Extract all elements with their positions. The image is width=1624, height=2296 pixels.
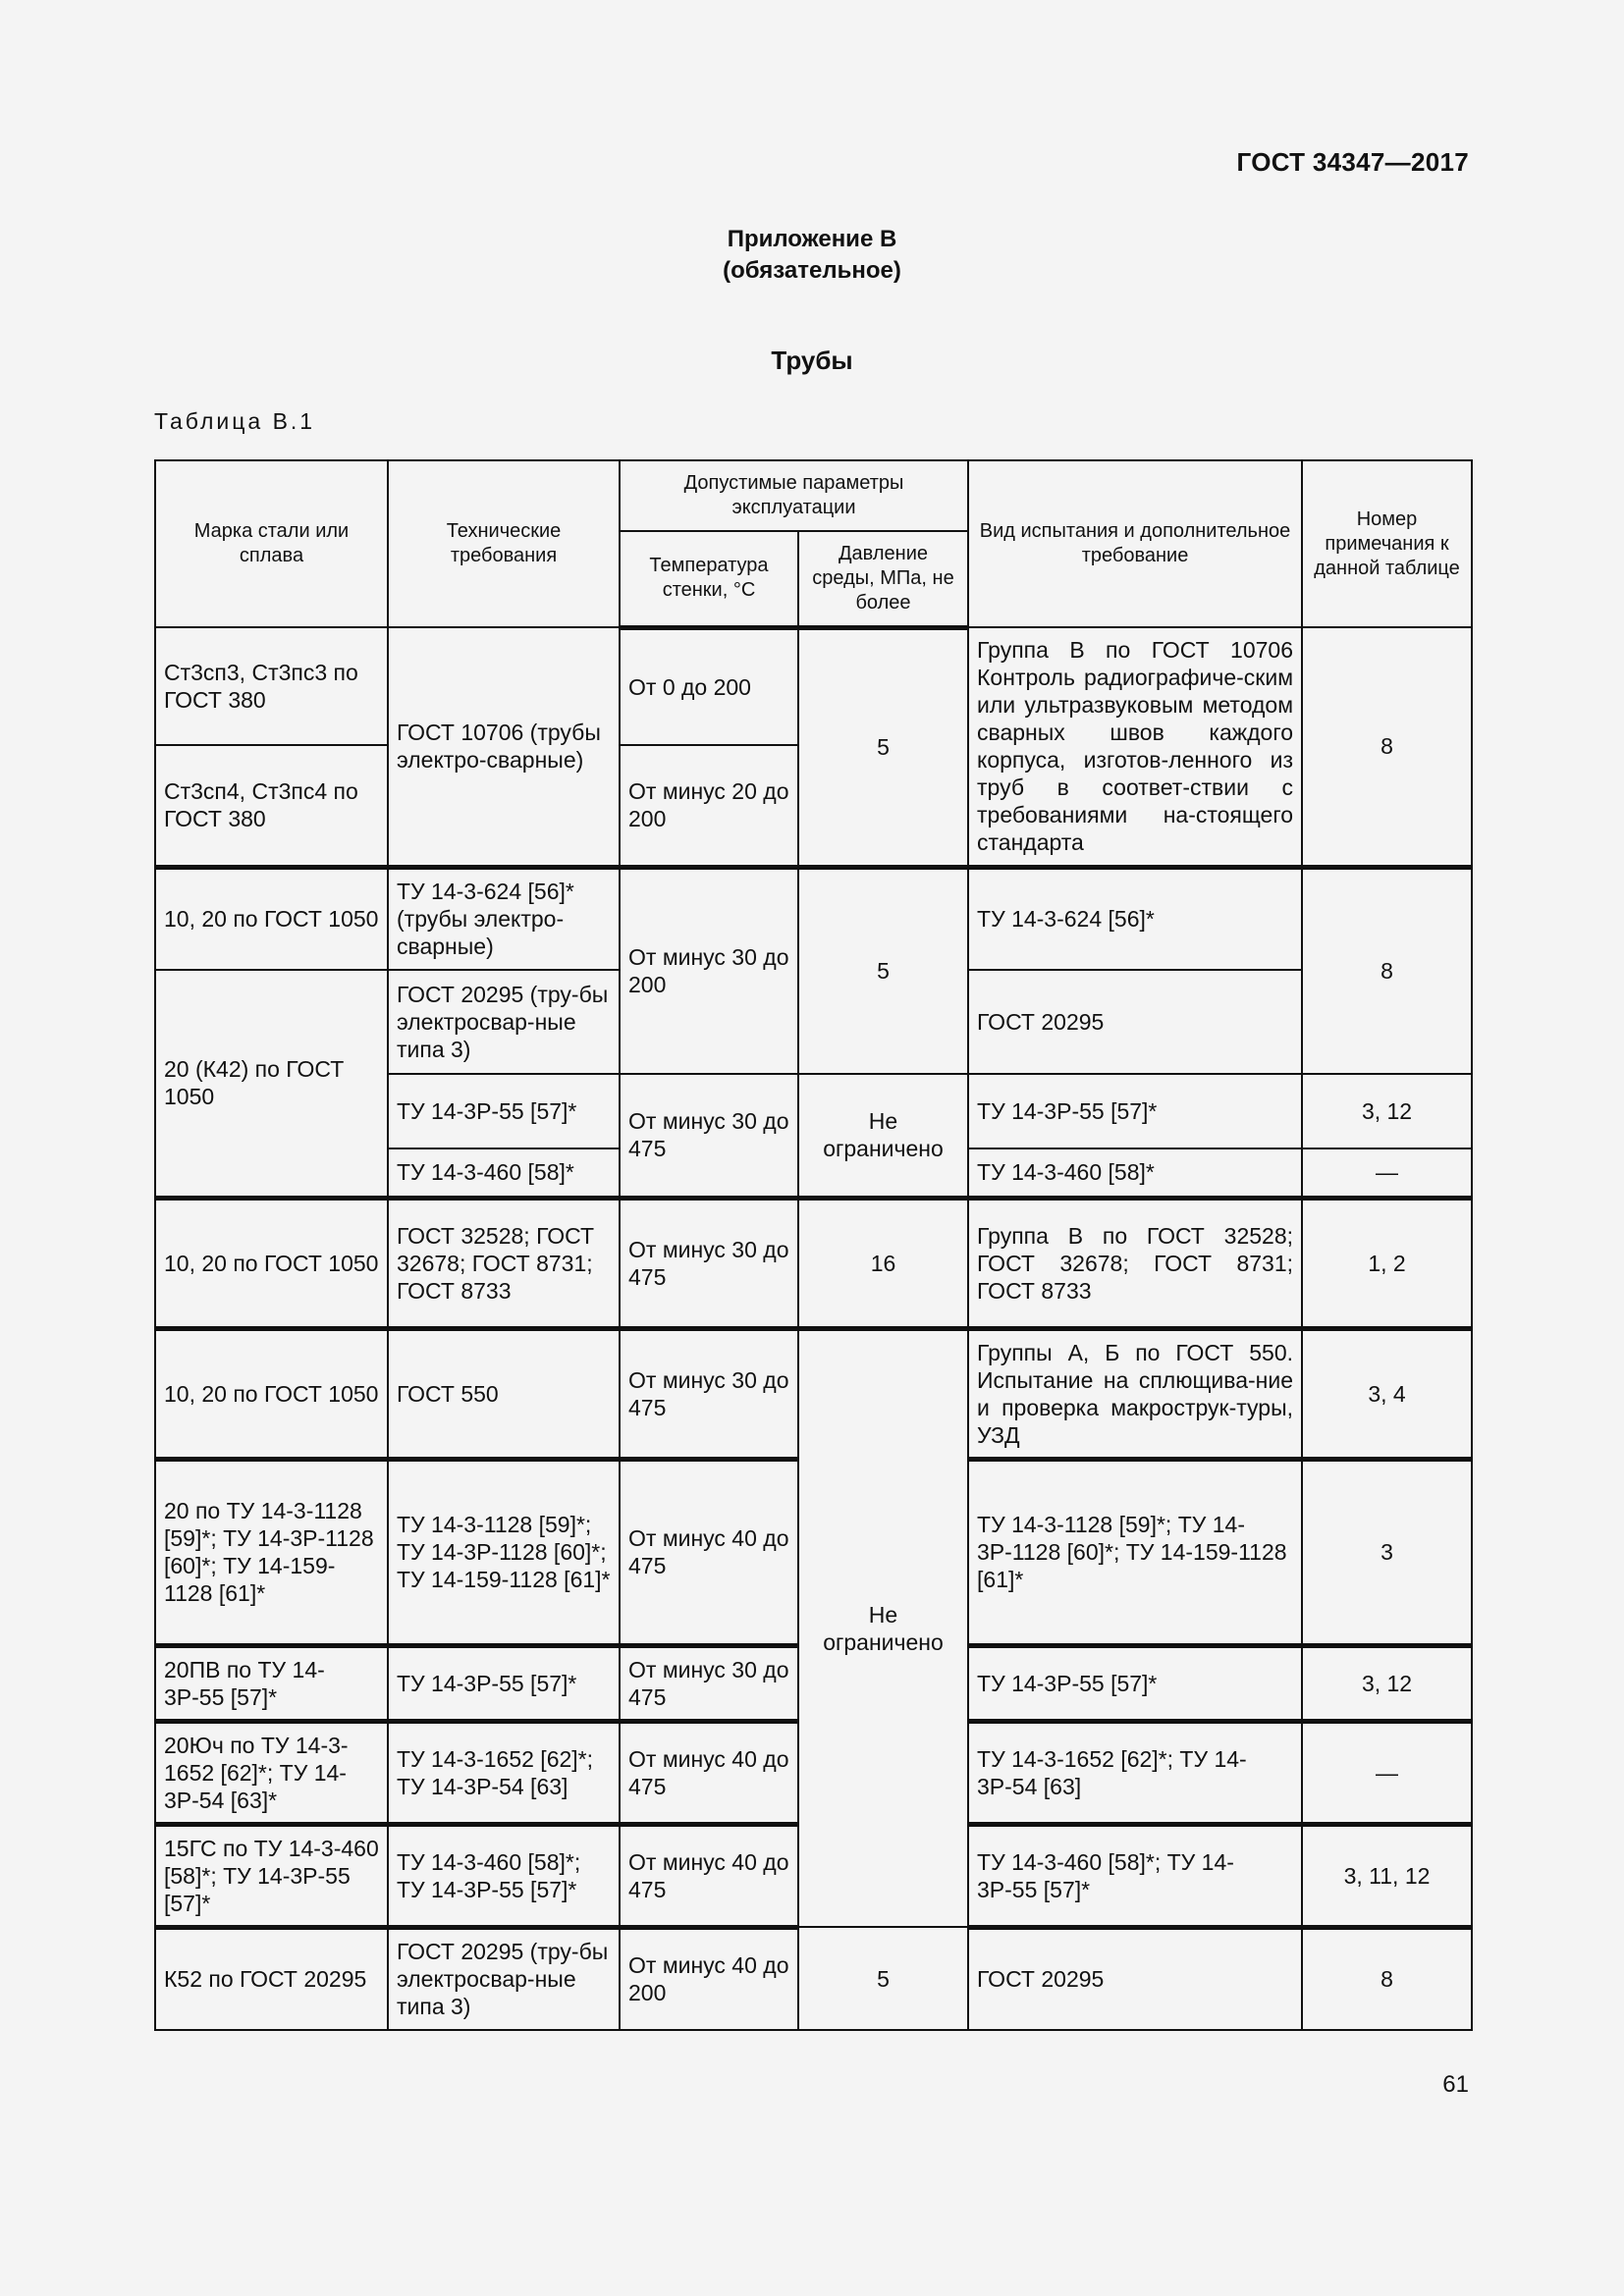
table-caption: Таблица В.1 [154, 408, 316, 434]
cell-tech: ТУ 14-3-460 [58]*; ТУ 14-3Р-55 [57]* [388, 1824, 620, 1927]
page-number: 61 [1442, 2071, 1469, 2098]
cell-temperature: От минус 30 до 200 [620, 867, 798, 1074]
table-row [155, 1927, 1472, 2030]
cell-pressure: 5 [798, 627, 968, 867]
cell-test: ТУ 14-3-624 [56]* [968, 867, 1302, 970]
cell-tech: ТУ 14-3-460 [58]* [388, 1148, 620, 1198]
section-title: Трубы [771, 346, 853, 375]
header-tech-requirements: Технические требования [388, 460, 620, 627]
header-pressure: Давление среды, МПа, не более [798, 531, 968, 627]
cell-note: 3, 4 [1302, 1328, 1472, 1459]
cell-tech: ТУ 14-3Р-55 [57]* [388, 1074, 620, 1148]
cell-test: ТУ 14-3-460 [58]* [968, 1148, 1302, 1198]
appendix-title: Приложение В [727, 226, 897, 252]
header-note-number: Номер примечания к данной таблице [1302, 460, 1472, 627]
cell-note: — [1302, 1721, 1472, 1824]
cell-temperature: От 0 до 200 [620, 627, 798, 745]
cell-grade: 20Юч по ТУ 14-3-1652 [62]*; ТУ 14-3Р-54 [63]* [155, 1721, 388, 1824]
pipes-table [154, 459, 1473, 2031]
cell-note: 1, 2 [1302, 1198, 1472, 1328]
cell-test: Группы А, Б по ГОСТ 550. Испытание на сплющива-ние и проверка макрострук-туры, УЗД [968, 1328, 1302, 1459]
cell-temperature: От минус 40 до 475 [620, 1459, 798, 1645]
cell-grade: Ст3сп4, Ст3пс4 по ГОСТ 380 [155, 745, 388, 867]
cell-pressure: 5 [798, 867, 968, 1074]
table-row [155, 627, 1472, 745]
cell-test: ТУ 14-3-1128 [59]*; ТУ 14-3Р-1128 [60]*; ТУ 14-159-1128 [61]* [968, 1459, 1302, 1645]
cell-grade: 15ГС по ТУ 14-3-460 [58]*; ТУ 14-3Р-55 [57]* [155, 1824, 388, 1927]
cell-pressure: Не ограничено [798, 1328, 968, 1927]
cell-test: ГОСТ 20295 [968, 1927, 1302, 2030]
cell-grade: 10, 20 по ГОСТ 1050 [155, 867, 388, 970]
table-row [155, 1198, 1472, 1328]
cell-tech: ТУ 14-3-1652 [62]*; ТУ 14-3Р-54 [63] [388, 1721, 620, 1824]
table-row [155, 867, 1472, 970]
cell-note: 8 [1302, 1927, 1472, 2030]
cell-tech: ТУ 14-3Р-55 [57]* [388, 1645, 620, 1721]
cell-pressure: Не ограничено [798, 1074, 968, 1198]
header-operating-parameters: Допустимые параметры эксплуатации [620, 460, 968, 531]
cell-grade: К52 по ГОСТ 20295 [155, 1927, 388, 2030]
cell-grade: 10, 20 по ГОСТ 1050 [155, 1328, 388, 1459]
document-code: ГОСТ 34347—2017 [1236, 147, 1469, 177]
table-row [155, 1328, 1472, 1459]
cell-temperature: От минус 40 до 200 [620, 1927, 798, 2030]
cell-temperature: От минус 30 до 475 [620, 1328, 798, 1459]
cell-test: ТУ 14-3-1652 [62]*; ТУ 14-3Р-54 [63] [968, 1721, 1302, 1824]
header-grade: Марка стали или сплава [155, 460, 388, 627]
cell-temperature: От минус 30 до 475 [620, 1645, 798, 1721]
cell-pressure: 5 [798, 1927, 968, 2030]
cell-note: — [1302, 1148, 1472, 1198]
header-test-type: Вид испытания и дополнительное требование [968, 460, 1302, 627]
cell-test: Группа В по ГОСТ 10706 Контроль радиографиче-ским или ультразвуковым методом сварных швов каждого корпуса, изготов-ленного из труб в соответ-ствии с требованиями на-стоящего стандарта [968, 627, 1302, 867]
cell-note: 8 [1302, 627, 1472, 867]
cell-grade: 10, 20 по ГОСТ 1050 [155, 1198, 388, 1328]
cell-tech: ГОСТ 550 [388, 1328, 620, 1459]
cell-temperature: От минус 30 до 475 [620, 1198, 798, 1328]
cell-grade: Ст3сп3, Ст3пс3 по ГОСТ 380 [155, 627, 388, 745]
cell-temperature: От минус 40 до 475 [620, 1824, 798, 1927]
cell-test: ГОСТ 20295 [968, 970, 1302, 1074]
cell-temperature: От минус 40 до 475 [620, 1721, 798, 1824]
cell-grade: 20 по ТУ 14-3-1128 [59]*; ТУ 14-3Р-1128 [60]*; ТУ 14-159-1128 [61]* [155, 1459, 388, 1645]
cell-grade: 20 (К42) по ГОСТ 1050 [155, 970, 388, 1198]
cell-grade: 20ПВ по ТУ 14-3Р-55 [57]* [155, 1645, 388, 1721]
cell-note: 3, 11, 12 [1302, 1824, 1472, 1927]
cell-note: 3, 12 [1302, 1074, 1472, 1148]
cell-test: ТУ 14-3Р-55 [57]* [968, 1645, 1302, 1721]
cell-test: Группа В по ГОСТ 32528; ГОСТ 32678; ГОСТ 8731; ГОСТ 8733 [968, 1198, 1302, 1328]
cell-note: 8 [1302, 867, 1472, 1074]
cell-tech: ТУ 14-3-624 [56]* (трубы электро-сварные) [388, 867, 620, 970]
cell-tech: ГОСТ 10706 (трубы электро-сварные) [388, 627, 620, 867]
cell-tech: ГОСТ 20295 (тру-бы электросвар-ные типа 3) [388, 1927, 620, 2030]
header-temperature: Температура стенки, °С [620, 531, 798, 627]
cell-temperature: От минус 20 до 200 [620, 745, 798, 867]
cell-note: 3 [1302, 1459, 1472, 1645]
cell-tech: ТУ 14-3-1128 [59]*; ТУ 14-3Р-1128 [60]*; ТУ 14-159-1128 [61]* [388, 1459, 620, 1645]
cell-tech: ГОСТ 32528; ГОСТ 32678; ГОСТ 8731; ГОСТ 8733 [388, 1198, 620, 1328]
cell-tech: ГОСТ 20295 (тру-бы электросвар-ные типа 3) [388, 970, 620, 1074]
appendix-heading [0, 224, 1624, 287]
cell-test: ТУ 14-3Р-55 [57]* [968, 1074, 1302, 1148]
cell-note: 3, 12 [1302, 1645, 1472, 1721]
appendix-status: (обязательное) [723, 257, 901, 284]
cell-test: ТУ 14-3-460 [58]*; ТУ 14-3Р-55 [57]* [968, 1824, 1302, 1927]
cell-pressure: 16 [798, 1198, 968, 1328]
cell-temperature: От минус 30 до 475 [620, 1074, 798, 1198]
